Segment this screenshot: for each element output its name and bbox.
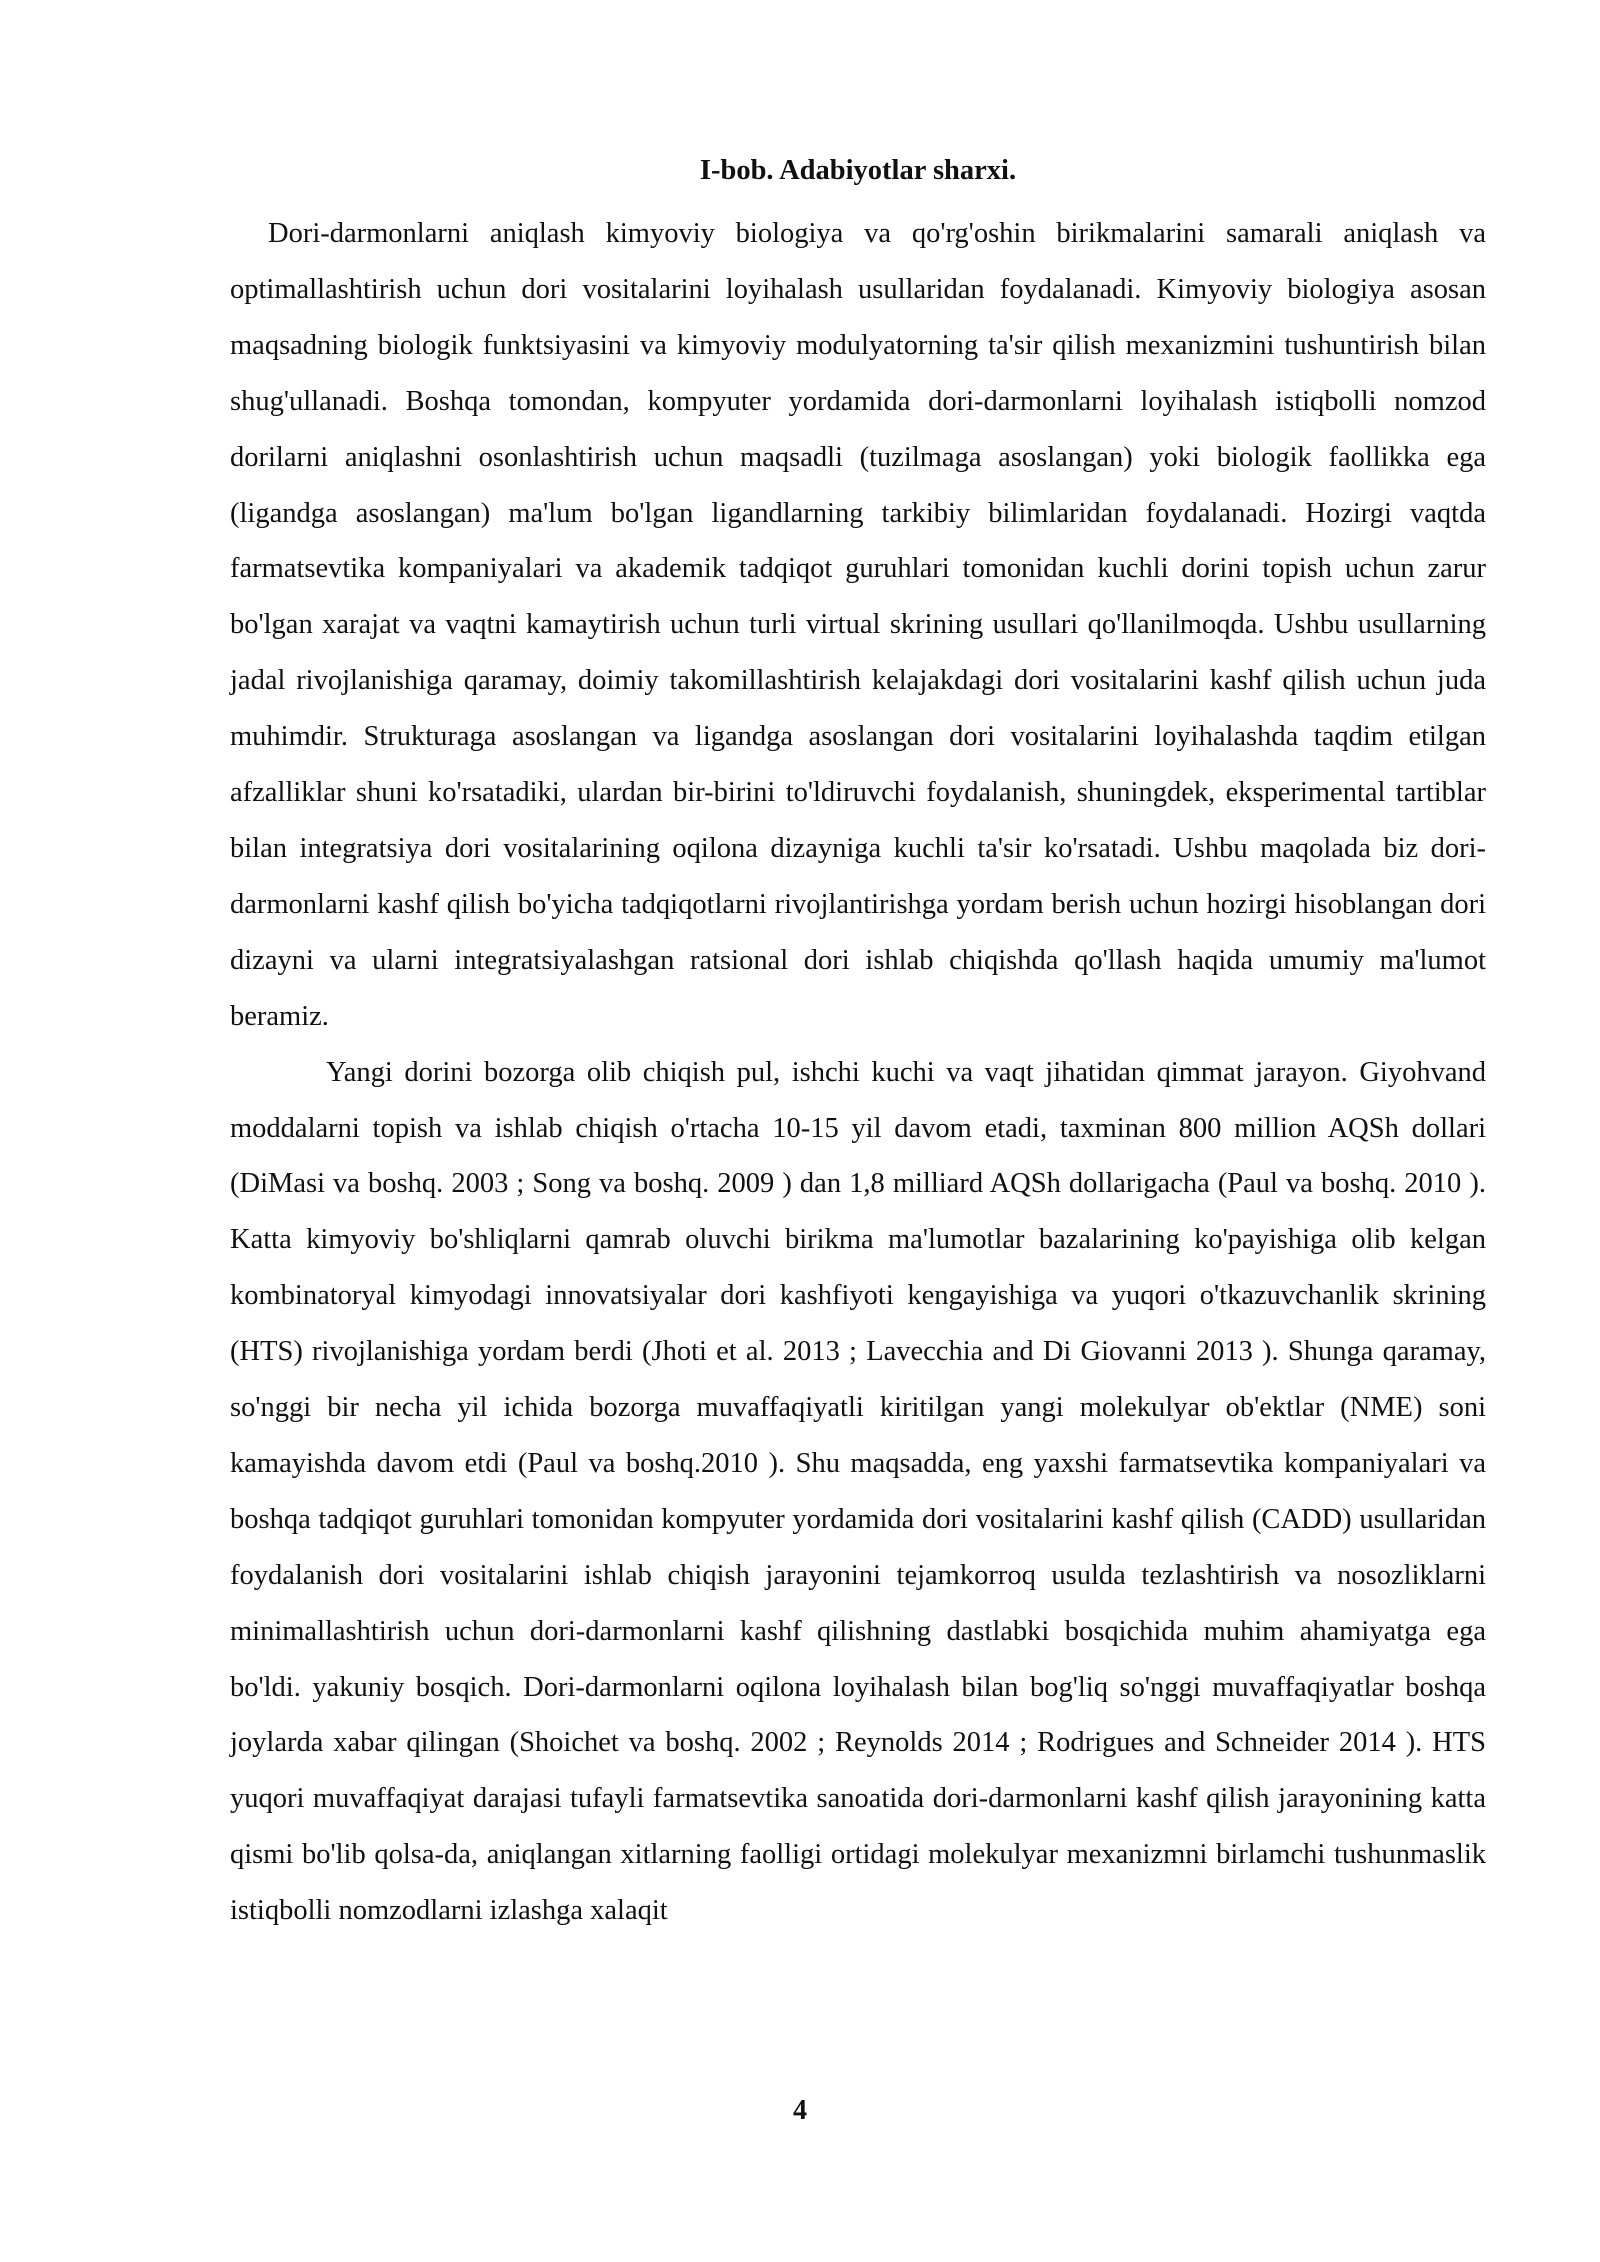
chapter-title: I-bob. Adabiyotlar sharxi. [699, 155, 1017, 186]
paragraph-2: Yangi dorini bozorga olib chiqish pul, ishchi kuchi va vaqt jihatidan qimmat jarayon. Giyohvand moddalarni topish va ishlab chiqish o'rtacha 10-15 yil davom etadi, taxminan 800 million AQSh dollari (DiMasi va boshq. 2003 ; Song va boshq. 2009 ) dan 1,8 milliard AQSh dollarigacha (Paul va boshq. 2010 ). Katta kimyoviy bo'shliqlarni qamrab oluvchi birikma ma'lumotlar bazalarining ko'payishiga olib kelgan kombinatoryal kimyodagi innovatsiyalar dori kashfiyoti kengayishiga va yuqori o'tkazuvchanlik skrining (HTS) rivojlanishiga yordam berdi (Jhoti et al. 2013 ; Lavecchia and Di Giovanni 2013 ). Shunga qaramay, so'nggi bir necha yil ichida bozorga muvaffaqiyatli kiritilgan yangi molekulyar ob'ektlar (NME) soni kamayishda davom etdi (Paul va boshq.2010 ). Shu maqsadda, eng yaxshi farmatsevtika kompaniyalari va boshqa tadqiqot guruhlari tomonidan kompyuter yordamida dori vositalarini kashf qilish (CADD) usullaridan foydalanish dori vositalarini ishlab chiqish jarayonini tejamkorroq usulda tezlashtirish va nosozliklarni minimallashtirish uchun dori-darmonlarni kashf qilishning dastlabki bosqichida muhim ahamiyatga ega bo'ldi. yakuniy bosqich. Dori-darmonlarni oqilona loyihalash bilan bog'liq so'nggi muvaffaqiyatlar boshqa joylarda xabar qilingan (Shoichet va boshq. 2002 ; Reynolds 2014 ; Rodrigues and Schneider 2014 ). HTS yuqori muvaffaqiyat darajasi tufayli farmatsevtika sanoatida dori-darmonlarni kashf qilish jarayonining katta qismi bo'lib qolsa-da, aniqlangan xitlarning faolligi ortidagi molekulyar mexanizmni birlamchi tushunmaslik istiqbolli nomzodlarni izlashga xalaqit [230, 1056, 1486, 1927]
paragraph-1: Dori-darmonlarni aniqlash kimyoviy biologiya va qo'rg'oshin birikmalarini samarali aniqlash va optimallashtirish uchun dori vositalarini loyihalash usullaridan foydalanadi. Kimyoviy biologiya asosan maqsadning biologik funktsiyasini va kimyoviy modulyatorning ta'sir qilish mexanizmini tushuntirish bilan shug'ullanadi. Boshqa tomondan, kompyuter yordamida dori-darmonlarni loyihalash istiqbolli nomzod dorilarni aniqlashni osonlashtirish uchun maqsadli (tuzilmaga asoslangan) yoki biologik faollikka ega (ligandga asoslangan) ma'lum bo'lgan ligandlarning tarkibiy bilimlaridan foydalanadi. Hozirgi vaqtda farmatsevtika kompaniyalari va akademik tadqiqot guruhlari tomonidan kuchli dorini topish uchun zarur bo'lgan xarajat va vaqtni kamaytirish uchun turli virtual skrining usullari qo'llanilmoqda. Ushbu usullarning jadal rivojlanishiga qaramay, doimiy takomillashtirish kelajakdagi dori vositalarini kashf qilish uchun juda muhimdir. Strukturaga asoslangan va ligandga asoslangan dori vositalarini loyihalashda taqdim etilgan afzalliklar shuni ko'rsatadiki, ulardan bir-birini to'ldiruvchi foydalanish, shuningdek, eksperimental tartiblar bilan integratsiya dori vositalarining oqilona dizayniga kuchli ta'sir ko'rsatadi. Ushbu maqolada biz dori-darmonlarni kashf qilish bo'yicha tadqiqotlarni rivojlantirishga yordam berish uchun hozirgi hisoblangan dori dizayni va ularni integratsiyalashgan ratsional dori ishlab chiqishda qo'llash haqida umumiy ma'lumot beramiz. [230, 218, 1486, 1032]
document-page [230, 150, 1486, 1939]
page-number: 4 [793, 2095, 807, 2126]
